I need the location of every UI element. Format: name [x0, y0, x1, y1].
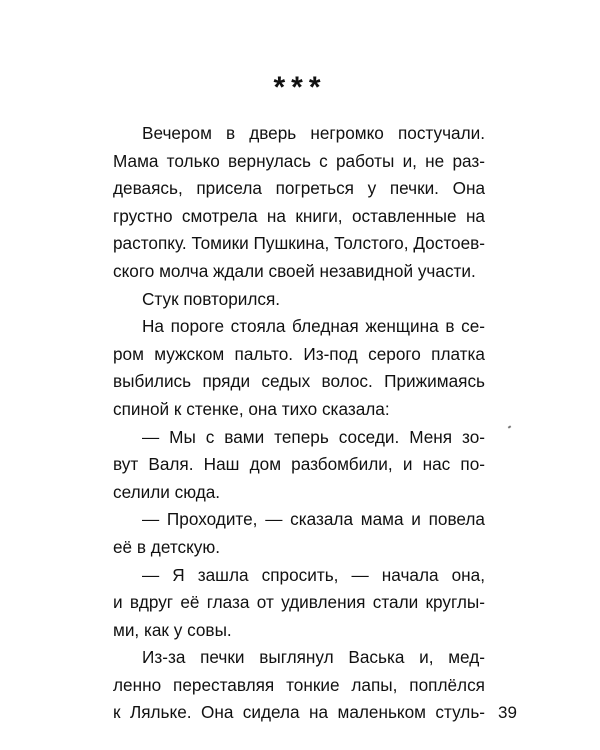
- text-line: растопку. Томики Пушкина, Толстого, Достоев-: [113, 233, 485, 254]
- text-line: ского молча ждали своей незавидной участи.: [113, 260, 476, 281]
- print-speck: [508, 425, 512, 428]
- text-line: её в детскую.: [113, 536, 221, 557]
- text-line: спиной к стенке, она тихо сказала:: [113, 398, 390, 419]
- text-line: ром мужском пальто. Из-под серого платка: [113, 343, 485, 364]
- body-text: [113, 120, 485, 727]
- text-line: Из-за печки выглянул Васька и, мед-: [142, 647, 485, 668]
- text-line: ми, как у совы.: [113, 619, 232, 640]
- text-line: — Мы с вами теперь соседи. Меня зо-: [142, 426, 485, 447]
- text-line: Стук повторился.: [142, 288, 281, 309]
- text-line: деваясь, присела погреться у печки. Она: [113, 178, 485, 199]
- text-line: грустно смотрела на книги, оставленные на: [113, 205, 485, 226]
- text-line: На пороге стояла бледная женщина в се-: [142, 316, 485, 337]
- text-line: и вдруг её глаза от удивления стали круглы-: [113, 592, 485, 613]
- text-line: селили сюда.: [113, 481, 221, 502]
- text-line: выбились пряди седых волос. Прижимаясь: [113, 371, 485, 392]
- text-line: к Ляльке. Она сидела на маленьком стуль-: [113, 702, 485, 723]
- text-line: — Проходите, — сказала мама и повела: [142, 509, 485, 530]
- text-line: вут Валя. Наш дом разбомбили, и нас по-: [113, 454, 485, 475]
- text-line: Вечером в дверь негромко постучали.: [142, 123, 485, 143]
- text-line: — Я зашла спросить, — начала она,: [142, 564, 485, 585]
- text-line: Мама только вернулась с работы и, не раз-: [113, 150, 485, 171]
- section-break-asterisks: ***: [273, 71, 327, 104]
- page-number: 39: [498, 703, 517, 722]
- text-line: ленно переставляя тонкие лапы, поплёлся: [113, 674, 485, 695]
